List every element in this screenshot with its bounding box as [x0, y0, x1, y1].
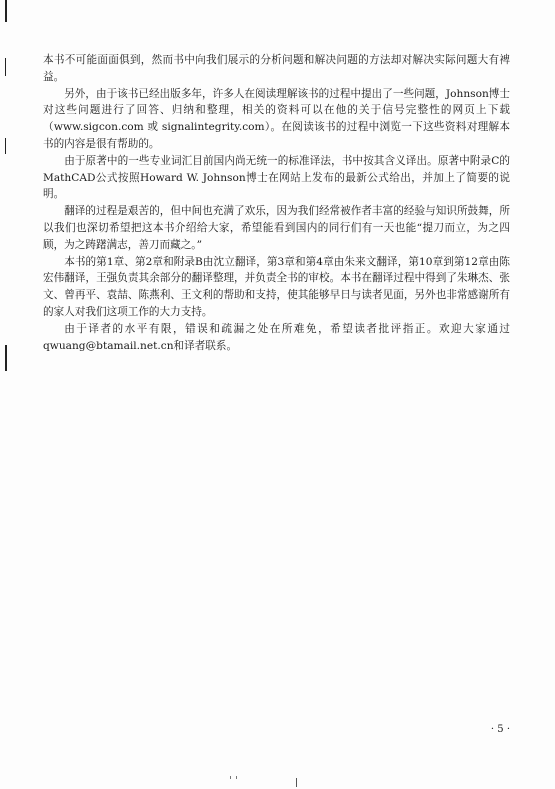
- binding-edge-mark: [5, 345, 7, 371]
- binding-edge-mark: [5, 138, 6, 154]
- paragraph: 另外，由于该书已经出版多年，许多人在阅读理解该书的过程中提出了一些问题，Johnson博士对这些问题进行了回答、归纳和整理，相关的资料可以在他的关于信号完整性的网页上下载（www.sigcon.com 或 signalintegrity.com）。在阅读该书的过程中浏览一下这些资料对理解本书的内容是很有帮助的。: [43, 87, 510, 150]
- binding-edge-mark: [5, 0, 7, 22]
- paragraph: 本书的第1章、第2章和附录B由沈立翻译，第3章和第4章由朱来文翻译，第10章到第12章由陈宏伟翻译，王强负责其余部分的翻译整理，并负责全书的审校。本书在翻译过程中得到了朱琳杰、张文、曾再平、袁喆、陈燕利、王文利的帮助和支持，使其能够早日与读者见面，另外也非常感谢所有的家人对我们这项工作的大力支持。: [43, 255, 510, 318]
- binding-edge-mark: [5, 58, 6, 76]
- paragraph: 本书不可能面面俱到，然而书中向我们展示的分析问题和解决问题的方法却对解决实际问题大有裨益。: [43, 54, 510, 83]
- page-number: · 5 ·: [490, 724, 510, 735]
- paragraph: 由于原著中的一些专业词汇目前国内尚无统一的标准译法，书中按其含义译出。原著中附录C的MathCAD公式按照Howard W. Johnson博士在网站上发布的最新公式给出，并加上了简要的说明。: [43, 154, 510, 201]
- scan-artifact: [296, 778, 297, 787]
- body-text: [43, 52, 510, 354]
- paragraph: 由于译者的水平有限，错误和疏漏之处在所难免，希望读者批评指正。欢迎大家通过qwuang@btamail.net.cn和译者联系。: [43, 322, 510, 352]
- paragraph: 翻译的过程是艰苦的，但中间也充满了欢乐，因为我们经常被作者丰富的经验与知识所鼓舞，所以我们也深切希望把这本书介绍给大家，希望能看到国内的同行们有一天也能“提刀而立，为之四顾，为之踌躇满志，善刀而藏之。”: [43, 205, 510, 251]
- scan-artifact: [230, 776, 242, 780]
